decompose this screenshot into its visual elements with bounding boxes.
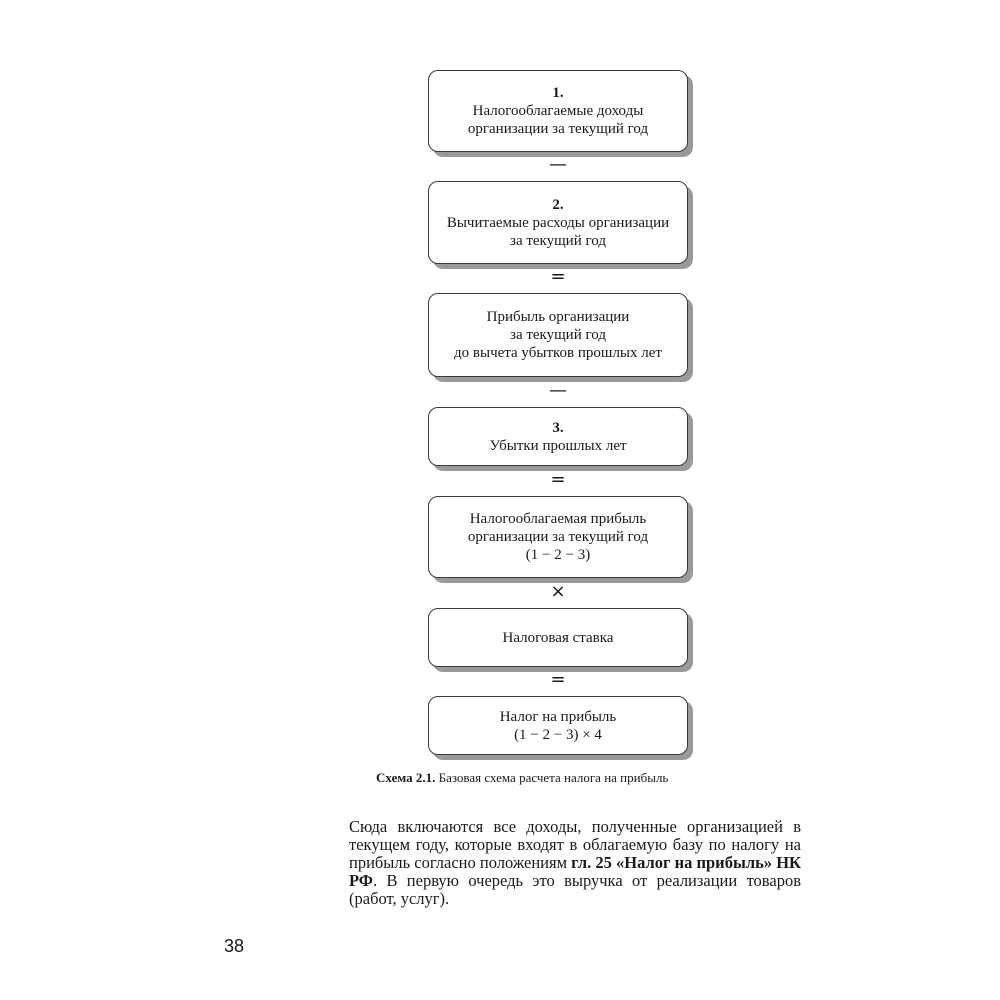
box-6-line-1: Налоговая ставка [502,629,614,646]
box-5-line-1: Налогооблагаемая прибыль [469,511,647,527]
box-1-line-2: организации за текущий год [467,121,649,137]
box-2-number: 2. [552,196,564,213]
box-4-number: 3. [552,419,564,436]
caption-text: Базовая схема расчета налога на прибыль [438,770,669,785]
box-1-line-1: Налогооблагаемые доходы [472,103,644,119]
box-7-line-1: Налог на прибыль [499,708,617,725]
scheme-box-3 [428,293,688,377]
caption-label: Схема 2.1. [376,770,436,785]
scheme-box-4 [428,407,688,466]
scheme-box-1 [428,70,688,152]
paragraph-part-1: Сюда включаются все доходы, полученные организацией в текущем году, которые входят в облагаемую базу по налогу на прибыль согласно положениям [349,817,801,872]
scheme-box-5 [428,496,688,578]
operator-multiply: × [550,581,566,602]
box-2-line-2: за текущий год [510,232,606,249]
operator-equals-3: = [550,669,566,690]
operator-equals-2: = [550,469,566,490]
scheme-caption [376,770,668,786]
box-3-line-3: до вычета убытков прошлых лет [454,345,662,361]
body-paragraph [349,818,801,908]
box-1-number: 1. [552,85,564,101]
box-4-line-1: Убытки прошлых лет [489,437,627,454]
box-3-line-1: Прибыль организации [486,309,630,325]
scheme-box-7 [428,696,688,755]
operator-minus-2: — [549,380,567,401]
scheme-box-2 [428,181,688,264]
box-7-line-2: (1 − 2 − 3) × 4 [514,726,602,743]
paragraph-bold-reference: гл. 25 «Налог на прибыль» НК РФ [349,853,801,890]
operator-equals-1: = [550,266,566,287]
operator-minus-1: — [549,154,567,175]
box-5-line-3: (1 − 2 − 3) [525,547,591,563]
box-2-line-1: Вычитаемые расходы организации [446,214,670,231]
box-5-line-2: организации за текущий год [467,529,649,545]
page-number: 38 [224,936,245,956]
box-3-line-2: за текущий год [510,327,606,343]
paragraph-part-2: . В первую очередь это выручка от реализации товаров (работ, услуг). [349,871,801,908]
scheme-box-6 [428,608,688,667]
